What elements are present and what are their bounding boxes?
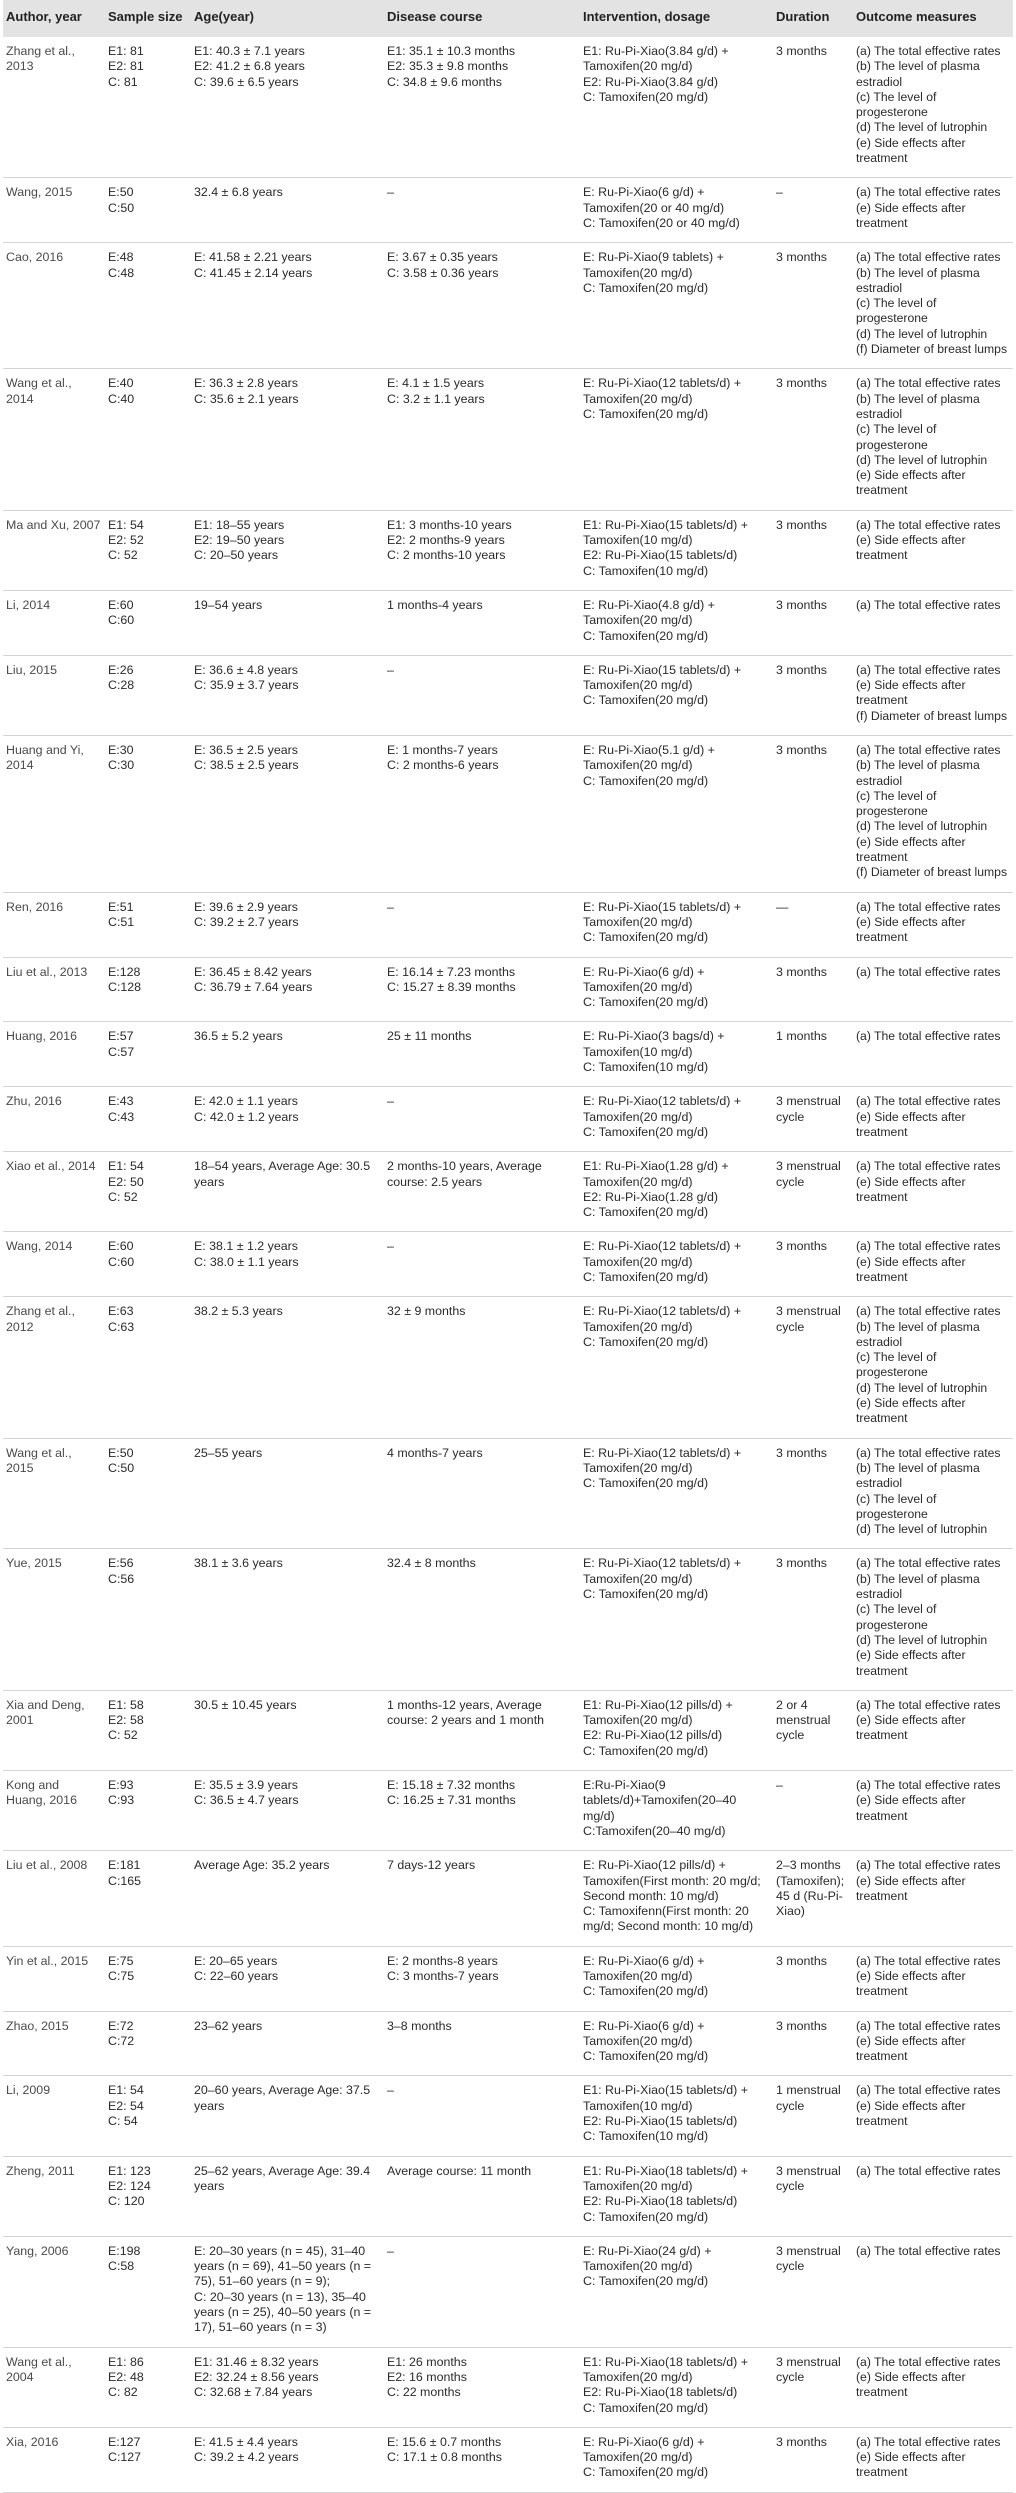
cell-disease-course: 7 days-12 years	[384, 1851, 580, 1946]
cell-duration: 3 months	[773, 510, 853, 590]
cell-sample-size: E:56 C:56	[105, 1549, 191, 1690]
cell-duration: 3 menstrual cycle	[773, 1087, 853, 1152]
cell-duration: 3 menstrual cycle	[773, 2236, 853, 2347]
cell-disease-course: E: 1 months-7 years C: 2 months-6 years	[384, 735, 580, 892]
table-row	[3, 1851, 1013, 1946]
cell-author-year: Ren, 2016	[3, 892, 105, 957]
table-row	[3, 655, 1013, 735]
cell-outcome-measures: (a) The total effective rates (e) Side effects after treatment	[853, 2011, 1013, 2076]
table-row	[3, 1438, 1013, 1549]
cell-sample-size: E:57 C:57	[105, 1022, 191, 1087]
cell-outcome-measures: (a) The total effective rates (e) Side effects after treatment	[853, 178, 1013, 243]
cell-author-year: Zhang et al., 2013	[3, 37, 105, 178]
cell-sample-size: E1: 54 E2: 52 C: 52	[105, 510, 191, 590]
cell-age: E: 39.6 ± 2.9 years C: 39.2 ± 2.7 years	[191, 892, 384, 957]
cell-disease-course: 32.4 ± 8 months	[384, 1549, 580, 1690]
cell-duration: 2–3 months (Tamoxifen); 45 d (Ru-Pi-Xiao)	[773, 1851, 853, 1946]
table-body	[3, 37, 1013, 2492]
cell-disease-course: 32 ± 9 months	[384, 1297, 580, 1438]
cell-intervention: E: Ru-Pi-Xiao(6 g/d) + Tamoxifen(20 or 40 mg/d) C: Tamoxifen(20 or 40 mg/d)	[580, 178, 773, 243]
table-row	[3, 2156, 1013, 2236]
cell-outcome-measures: (a) The total effective rates (b) The level of plasma estradiol (c) The level of progesterone (d) The level of lutrophin (e) Side effects after treatment	[853, 1549, 1013, 1690]
cell-intervention: E: Ru-Pi-Xiao(12 tablets/d) + Tamoxifen(20 mg/d) C: Tamoxifen(20 mg/d)	[580, 1438, 773, 1549]
cell-intervention: E1: Ru-Pi-Xiao(3.84 g/d) + Tamoxifen(20 mg/d) E2: Ru-Pi-Xiao(3.84 g/d) C: Tamoxifen(20 mg/d)	[580, 37, 773, 178]
cell-sample-size: E1: 54 E2: 54 C: 54	[105, 2076, 191, 2156]
cell-sample-size: E:40 C:40	[105, 369, 191, 510]
cell-age: E: 36.6 ± 4.8 years C: 35.9 ± 3.7 years	[191, 655, 384, 735]
cell-sample-size: E1: 123 E2: 124 C: 120	[105, 2156, 191, 2236]
cell-duration: 3 months	[773, 1232, 853, 1297]
cell-sample-size: E:48 C:48	[105, 243, 191, 369]
cell-sample-size: E:26 C:28	[105, 655, 191, 735]
cell-outcome-measures: (a) The total effective rates (b) The level of plasma estradiol (c) The level of progesterone (d) The level of lutrophin (f) Diameter of breast lumps	[853, 243, 1013, 369]
cell-disease-course: 4 months-7 years	[384, 1438, 580, 1549]
cell-sample-size: E:128 C:128	[105, 957, 191, 1022]
cell-duration: 3 menstrual cycle	[773, 2347, 853, 2427]
cell-intervention: E: Ru-Pi-Xiao(12 tablets/d) + Tamoxifen(20 mg/d) C: Tamoxifen(20 mg/d)	[580, 1549, 773, 1690]
cell-outcome-measures: (a) The total effective rates (e) Side effects after treatment	[853, 892, 1013, 957]
cell-intervention: E: Ru-Pi-Xiao(12 tablets/d) + Tamoxifen(20 mg/d) C: Tamoxifen(20 mg/d)	[580, 1297, 773, 1438]
cell-duration: 2 or 4 menstrual cycle	[773, 1690, 853, 1770]
table-row	[3, 735, 1013, 892]
table-row	[3, 37, 1013, 178]
cell-author-year: Wang et al., 2014	[3, 369, 105, 510]
cell-duration: –	[773, 1771, 853, 1851]
cell-duration: 3 menstrual cycle	[773, 2156, 853, 2236]
cell-author-year: Cao, 2016	[3, 243, 105, 369]
cell-age: E: 36.3 ± 2.8 years C: 35.6 ± 2.1 years	[191, 369, 384, 510]
cell-age: E: 41.58 ± 2.21 years C: 41.45 ± 2.14 years	[191, 243, 384, 369]
table-row	[3, 178, 1013, 243]
cell-intervention: E1: Ru-Pi-Xiao(15 tablets/d) + Tamoxifen(10 mg/d) E2: Ru-Pi-Xiao(15 tablets/d) C: Tamoxifen(10 mg/d)	[580, 510, 773, 590]
cell-age: 20–60 years, Average Age: 37.5 years	[191, 2076, 384, 2156]
cell-age: E: 42.0 ± 1.1 years C: 42.0 ± 1.2 years	[191, 1087, 384, 1152]
cell-duration: 3 months	[773, 655, 853, 735]
column-header-sample-size: Sample size	[108, 9, 183, 24]
cell-outcome-measures: (a) The total effective rates	[853, 2236, 1013, 2347]
cell-disease-course: 1 months-12 years, Average course: 2 years and 1 month	[384, 1690, 580, 1770]
cell-age: E1: 31.46 ± 8.32 years E2: 32.24 ± 8.56 years C: 32.68 ± 7.84 years	[191, 2347, 384, 2427]
cell-sample-size: E1: 54 E2: 50 C: 52	[105, 1152, 191, 1232]
cell-duration: 3 months	[773, 590, 853, 655]
cell-age: E: 38.1 ± 1.2 years C: 38.0 ± 1.1 years	[191, 1232, 384, 1297]
cell-author-year: Zhang et al., 2012	[3, 1297, 105, 1438]
table-row	[3, 2347, 1013, 2427]
cell-author-year: Yang, 2006	[3, 2236, 105, 2347]
cell-disease-course: E1: 3 months-10 years E2: 2 months-9 years C: 2 months-10 years	[384, 510, 580, 590]
cell-author-year: Liu, 2015	[3, 655, 105, 735]
table-row	[3, 892, 1013, 957]
cell-intervention: E: Ru-Pi-Xiao(9 tablets) + Tamoxifen(20 mg/d) C: Tamoxifen(20 mg/d)	[580, 243, 773, 369]
column-header-outcome-measures: Outcome measures	[856, 9, 977, 24]
cell-outcome-measures: (a) The total effective rates (e) Side effects after treatment	[853, 510, 1013, 590]
table-row	[3, 957, 1013, 1022]
cell-age: E1: 40.3 ± 7.1 years E2: 41.2 ± 6.8 years C: 39.6 ± 6.5 years	[191, 37, 384, 178]
table-row	[3, 590, 1013, 655]
cell-intervention: E: Ru-Pi-Xiao(12 tablets/d) + Tamoxifen(20 mg/d) C: Tamoxifen(20 mg/d)	[580, 1087, 773, 1152]
cell-disease-course: 1 months-4 years	[384, 590, 580, 655]
study-characteristics-table	[3, 0, 1013, 2493]
cell-outcome-measures: (a) The total effective rates (e) Side effects after treatment	[853, 1232, 1013, 1297]
cell-author-year: Wang et al., 2015	[3, 1438, 105, 1549]
cell-duration: 1 months	[773, 1022, 853, 1087]
cell-age: E: 36.5 ± 2.5 years C: 38.5 ± 2.5 years	[191, 735, 384, 892]
cell-outcome-measures: (a) The total effective rates (e) Side effects after treatment	[853, 2347, 1013, 2427]
cell-outcome-measures: (a) The total effective rates (e) Side effects after treatment	[853, 1771, 1013, 1851]
cell-author-year: Huang, 2016	[3, 1022, 105, 1087]
cell-duration: 3 months	[773, 369, 853, 510]
cell-author-year: Wang et al., 2004	[3, 2347, 105, 2427]
cell-age: 25–55 years	[191, 1438, 384, 1549]
table-row	[3, 243, 1013, 369]
cell-intervention: E: Ru-Pi-Xiao(6 g/d) + Tamoxifen(20 mg/d) C: Tamoxifen(20 mg/d)	[580, 2011, 773, 2076]
cell-disease-course: 2 months-10 years, Average course: 2.5 years	[384, 1152, 580, 1232]
column-header-duration: Duration	[776, 9, 830, 24]
table-row	[3, 2236, 1013, 2347]
cell-disease-course: E: 3.67 ± 0.35 years C: 3.58 ± 0.36 years	[384, 243, 580, 369]
cell-outcome-measures: (a) The total effective rates (e) Side effects after treatment	[853, 1087, 1013, 1152]
cell-duration: 3 months	[773, 957, 853, 1022]
cell-outcome-measures: (a) The total effective rates (e) Side effects after treatment	[853, 2076, 1013, 2156]
cell-age: 23–62 years	[191, 2011, 384, 2076]
cell-sample-size: E:51 C:51	[105, 892, 191, 957]
cell-intervention: E1: Ru-Pi-Xiao(1.28 g/d) + Tamoxifen(20 mg/d) E2: Ru-Pi-Xiao(1.28 g/d) C: Tamoxifen(20 mg/d)	[580, 1152, 773, 1232]
table-row	[3, 1297, 1013, 1438]
cell-duration: —	[773, 892, 853, 957]
header-row	[3, 0, 1013, 37]
cell-author-year: Liu et al., 2013	[3, 957, 105, 1022]
cell-author-year: Wang, 2014	[3, 1232, 105, 1297]
cell-age: E: 20–65 years C: 22–60 years	[191, 1946, 384, 2011]
cell-sample-size: E1: 81 E2: 81 C: 81	[105, 37, 191, 178]
cell-disease-course: E: 2 months-8 years C: 3 months-7 years	[384, 1946, 580, 2011]
cell-intervention: E: Ru-Pi-Xiao(5.1 g/d) + Tamoxifen(20 mg/d) C: Tamoxifen(20 mg/d)	[580, 735, 773, 892]
cell-duration: –	[773, 178, 853, 243]
table-header	[3, 0, 1013, 37]
cell-intervention: E: Ru-Pi-Xiao(15 tablets/d) + Tamoxifen(20 mg/d) C: Tamoxifen(20 mg/d)	[580, 892, 773, 957]
cell-intervention: E: Ru-Pi-Xiao(6 g/d) + Tamoxifen(20 mg/d) C: Tamoxifen(20 mg/d)	[580, 2427, 773, 2492]
cell-age: 32.4 ± 6.8 years	[191, 178, 384, 243]
cell-sample-size: E:181 C:165	[105, 1851, 191, 1946]
cell-disease-course: 3–8 months	[384, 2011, 580, 2076]
cell-author-year: Liu et al., 2008	[3, 1851, 105, 1946]
cell-age: 25–62 years, Average Age: 39.4 years	[191, 2156, 384, 2236]
cell-age: 18–54 years, Average Age: 30.5 years	[191, 1152, 384, 1232]
cell-duration: 3 menstrual cycle	[773, 1297, 853, 1438]
cell-disease-course: –	[384, 2076, 580, 2156]
table-row	[3, 1087, 1013, 1152]
cell-intervention: E:Ru-Pi-Xiao(9 tablets/d)+Tamoxifen(20–40 mg/d) C:Tamoxifen(20–40 mg/d)	[580, 1771, 773, 1851]
cell-disease-course: –	[384, 892, 580, 957]
cell-sample-size: E:60 C:60	[105, 1232, 191, 1297]
cell-outcome-measures: (a) The total effective rates	[853, 2156, 1013, 2236]
table-row	[3, 2076, 1013, 2156]
cell-disease-course: E1: 35.1 ± 10.3 months E2: 35.3 ± 9.8 months C: 34.8 ± 9.6 months	[384, 37, 580, 178]
table-row	[3, 2011, 1013, 2076]
cell-duration: 3 months	[773, 243, 853, 369]
table-row	[3, 1771, 1013, 1851]
cell-duration: 3 months	[773, 1549, 853, 1690]
column-header-intervention: Intervention, dosage	[583, 9, 711, 24]
cell-author-year: Zheng, 2011	[3, 2156, 105, 2236]
cell-disease-course: –	[384, 2236, 580, 2347]
cell-sample-size: E:43 C:43	[105, 1087, 191, 1152]
cell-author-year: Ma and Xu, 2007	[3, 510, 105, 590]
cell-intervention: E1: Ru-Pi-Xiao(18 tablets/d) + Tamoxifen(20 mg/d) E2: Ru-Pi-Xiao(18 tablets/d) C: Tamoxifen(20 mg/d)	[580, 2156, 773, 2236]
table-row	[3, 1232, 1013, 1297]
table-row	[3, 1946, 1013, 2011]
cell-sample-size: E1: 58 E2: 58 C: 52	[105, 1690, 191, 1770]
cell-intervention: E: Ru-Pi-Xiao(15 tablets/d) + Tamoxifen(20 mg/d) C: Tamoxifen(20 mg/d)	[580, 655, 773, 735]
cell-author-year: Huang and Yi, 2014	[3, 735, 105, 892]
cell-sample-size: E:50 C:50	[105, 178, 191, 243]
cell-intervention: E: Ru-Pi-Xiao(12 tablets/d) + Tamoxifen(20 mg/d) C: Tamoxifen(20 mg/d)	[580, 369, 773, 510]
cell-sample-size: E:198 C:58	[105, 2236, 191, 2347]
cell-author-year: Yue, 2015	[3, 1549, 105, 1690]
table-row	[3, 369, 1013, 510]
table-row	[3, 1022, 1013, 1087]
cell-intervention: E: Ru-Pi-Xiao(6 g/d) + Tamoxifen(20 mg/d) C: Tamoxifen(20 mg/d)	[580, 1946, 773, 2011]
cell-outcome-measures: (a) The total effective rates (e) Side effects after treatment	[853, 1152, 1013, 1232]
cell-disease-course: E: 16.14 ± 7.23 months C: 15.27 ± 8.39 months	[384, 957, 580, 1022]
cell-age: E: 35.5 ± 3.9 years C: 36.5 ± 4.7 years	[191, 1771, 384, 1851]
cell-duration: 3 months	[773, 1438, 853, 1549]
cell-disease-course: –	[384, 178, 580, 243]
cell-outcome-measures: (a) The total effective rates (e) Side effects after treatment (f) Diameter of breast lumps	[853, 655, 1013, 735]
cell-outcome-measures: (a) The total effective rates (e) Side effects after treatment	[853, 2427, 1013, 2492]
cell-outcome-measures: (a) The total effective rates (b) The level of plasma estradiol (c) The level of progesterone (d) The level of lutrophin (e) Side effects after treatment	[853, 369, 1013, 510]
table-row	[3, 1549, 1013, 1690]
cell-intervention: E: Ru-Pi-Xiao(4.8 g/d) + Tamoxifen(20 mg/d) C: Tamoxifen(20 mg/d)	[580, 590, 773, 655]
column-header-author-year: Author, year	[6, 9, 82, 24]
cell-disease-course: 25 ± 11 months	[384, 1022, 580, 1087]
cell-outcome-measures: (a) The total effective rates (b) The level of plasma estradiol (c) The level of progesterone (d) The level of lutrophin (e) Side effects after treatment (f) Diameter of breast lumps	[853, 735, 1013, 892]
table-row	[3, 2427, 1013, 2492]
cell-duration: 3 months	[773, 1946, 853, 2011]
cell-outcome-measures: (a) The total effective rates	[853, 1022, 1013, 1087]
cell-age: E: 36.45 ± 8.42 years C: 36.79 ± 7.64 years	[191, 957, 384, 1022]
cell-outcome-measures: (a) The total effective rates (e) Side effects after treatment	[853, 1690, 1013, 1770]
cell-duration: 3 months	[773, 735, 853, 892]
column-header-age: Age(year)	[194, 9, 254, 24]
cell-duration: 3 months	[773, 2427, 853, 2492]
cell-intervention: E1: Ru-Pi-Xiao(15 tablets/d) + Tamoxifen(10 mg/d) E2: Ru-Pi-Xiao(15 tablets/d) C: Tamoxifen(10 mg/d)	[580, 2076, 773, 2156]
cell-disease-course: E: 15.6 ± 0.7 months C: 17.1 ± 0.8 months	[384, 2427, 580, 2492]
cell-disease-course: Average course: 11 month	[384, 2156, 580, 2236]
cell-age: Average Age: 35.2 years	[191, 1851, 384, 1946]
cell-intervention: E: Ru-Pi-Xiao(12 tablets/d) + Tamoxifen(20 mg/d) C: Tamoxifen(20 mg/d)	[580, 1232, 773, 1297]
cell-sample-size: E:30 C:30	[105, 735, 191, 892]
cell-author-year: Kong and Huang, 2016	[3, 1771, 105, 1851]
cell-sample-size: E:72 C:72	[105, 2011, 191, 2076]
cell-disease-course: E1: 26 months E2: 16 months C: 22 months	[384, 2347, 580, 2427]
column-header-disease-course: Disease course	[387, 9, 483, 24]
cell-age: 30.5 ± 10.45 years	[191, 1690, 384, 1770]
cell-author-year: Li, 2009	[3, 2076, 105, 2156]
cell-age: E: 20–30 years (n = 45), 31–40 years (n = 69), 41–50 years (n = 75), 51–60 years (n = 9); C: 20–30 years (n = 13), 35–40 years (n = 25), 40–50 years (n = 17), 51–60 years (n = 3)	[191, 2236, 384, 2347]
cell-duration: 3 months	[773, 2011, 853, 2076]
cell-disease-course: E: 15.18 ± 7.32 months C: 16.25 ± 7.31 months	[384, 1771, 580, 1851]
cell-outcome-measures: (a) The total effective rates (b) The level of plasma estradiol (c) The level of progesterone (d) The level of lutrophin (e) Side effects after treatment	[853, 37, 1013, 178]
cell-outcome-measures: (a) The total effective rates	[853, 957, 1013, 1022]
cell-sample-size: E:93 C:93	[105, 1771, 191, 1851]
table-row	[3, 1690, 1013, 1770]
cell-sample-size: E:50 C:50	[105, 1438, 191, 1549]
cell-author-year: Yin et al., 2015	[3, 1946, 105, 2011]
table-row	[3, 510, 1013, 590]
cell-author-year: Wang, 2015	[3, 178, 105, 243]
cell-author-year: Xia and Deng, 2001	[3, 1690, 105, 1770]
cell-outcome-measures: (a) The total effective rates (e) Side effects after treatment	[853, 1851, 1013, 1946]
cell-author-year: Xia, 2016	[3, 2427, 105, 2492]
cell-age: E1: 18–55 years E2: 19–50 years C: 20–50 years	[191, 510, 384, 590]
cell-intervention: E: Ru-Pi-Xiao(6 g/d) + Tamoxifen(20 mg/d) C: Tamoxifen(20 mg/d)	[580, 957, 773, 1022]
cell-intervention: E1: Ru-Pi-Xiao(18 tablets/d) + Tamoxifen(20 mg/d) E2: Ru-Pi-Xiao(18 tablets/d) C: Tamoxifen(20 mg/d)	[580, 2347, 773, 2427]
cell-age: E: 41.5 ± 4.4 years C: 39.2 ± 4.2 years	[191, 2427, 384, 2492]
cell-duration: 1 menstrual cycle	[773, 2076, 853, 2156]
cell-outcome-measures: (a) The total effective rates	[853, 590, 1013, 655]
cell-duration: 3 months	[773, 37, 853, 178]
cell-outcome-measures: (a) The total effective rates (b) The level of plasma estradiol (c) The level of progesterone (d) The level of lutrophin	[853, 1438, 1013, 1549]
cell-author-year: Zhao, 2015	[3, 2011, 105, 2076]
cell-age: 38.2 ± 5.3 years	[191, 1297, 384, 1438]
cell-sample-size: E:75 C:75	[105, 1946, 191, 2011]
cell-intervention: E: Ru-Pi-Xiao(24 g/d) + Tamoxifen(20 mg/d) C: Tamoxifen(20 mg/d)	[580, 2236, 773, 2347]
cell-intervention: E1: Ru-Pi-Xiao(12 pills/d) + Tamoxifen(20 mg/d) E2: Ru-Pi-Xiao(12 pills/d) C: Tamoxifen(20 mg/d)	[580, 1690, 773, 1770]
cell-sample-size: E:60 C:60	[105, 590, 191, 655]
cell-author-year: Xiao et al., 2014	[3, 1152, 105, 1232]
cell-author-year: Li, 2014	[3, 590, 105, 655]
cell-age: 38.1 ± 3.6 years	[191, 1549, 384, 1690]
table-row	[3, 1152, 1013, 1232]
cell-disease-course: –	[384, 1087, 580, 1152]
cell-intervention: E: Ru-Pi-Xiao(12 pills/d) + Tamoxifen(First month: 20 mg/d; Second month: 10 mg/d) C: Tamoxifenn(First month: 20 mg/d; Second month: 10 mg/d)	[580, 1851, 773, 1946]
cell-age: 36.5 ± 5.2 years	[191, 1022, 384, 1087]
cell-age: 19–54 years	[191, 590, 384, 655]
cell-disease-course: –	[384, 1232, 580, 1297]
cell-author-year: Zhu, 2016	[3, 1087, 105, 1152]
cell-duration: 3 menstrual cycle	[773, 1152, 853, 1232]
cell-sample-size: E:63 C:63	[105, 1297, 191, 1438]
cell-disease-course: –	[384, 655, 580, 735]
cell-intervention: E: Ru-Pi-Xiao(3 bags/d) + Tamoxifen(10 mg/d) C: Tamoxifen(10 mg/d)	[580, 1022, 773, 1087]
cell-outcome-measures: (a) The total effective rates (b) The level of plasma estradiol (c) The level of progesterone (d) The level of lutrophin (e) Side effects after treatment	[853, 1297, 1013, 1438]
cell-sample-size: E:127 C:127	[105, 2427, 191, 2492]
cell-sample-size: E1: 86 E2: 48 C: 82	[105, 2347, 191, 2427]
cell-disease-course: E: 4.1 ± 1.5 years C: 3.2 ± 1.1 years	[384, 369, 580, 510]
cell-outcome-measures: (a) The total effective rates (e) Side effects after treatment	[853, 1946, 1013, 2011]
